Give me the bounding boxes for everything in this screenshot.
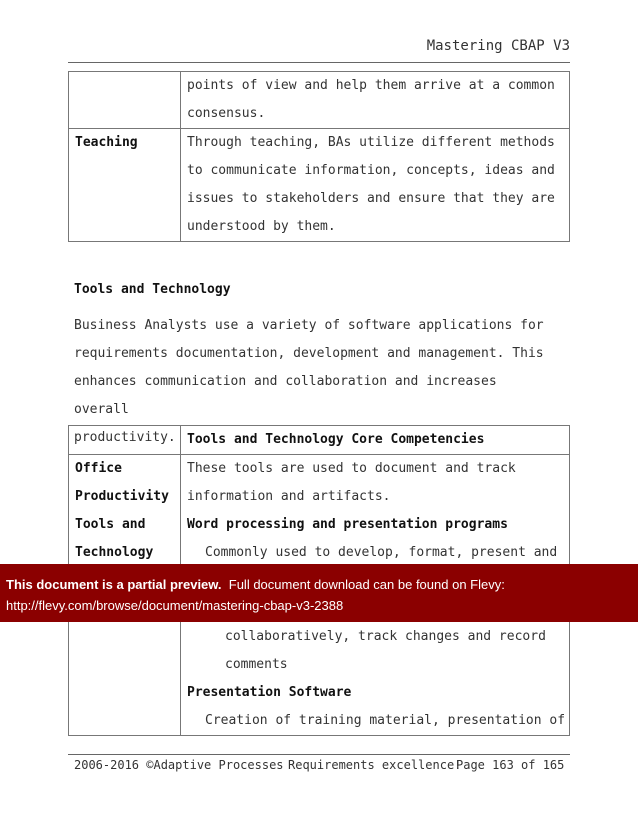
table-row [69,129,570,242]
text-line: requirements documentation, development and management. This [74,346,544,361]
text-line: issues to stakeholders and ensure that they are [187,191,555,206]
subheading: Presentation Software [187,685,352,700]
text-line: collaboratively, track changes and record [225,629,546,644]
table-cell-empty [69,72,181,129]
banner-message [6,577,505,592]
banner-link[interactable]: http://flevy.com/browse/document/mastering-cbap-v3-2388 [6,598,344,613]
term-line: Technology [75,545,154,560]
footer-page-number: Page 163 of 165 [456,758,565,772]
subheading: Word processing and presentation programs [187,517,508,532]
running-header: Mastering CBAP V3 [426,38,570,54]
table-cell-empty [69,426,181,455]
table-cell-description [181,72,570,129]
text-line: points of view and help them arrive at a common [187,78,555,93]
preview-banner [0,564,638,622]
text-line: comments [225,657,288,672]
text-line: understood by them. [187,219,336,234]
competency-table-continued [68,71,570,242]
footer-copyright: 2006-2016 ©Adaptive Processes [74,758,284,772]
term-line: Office [75,461,122,476]
text-line: Through teaching, BAs utilize different methods [187,135,555,150]
table-cell-term: Teaching [69,129,181,242]
text-line: enhances communication and collaboration and increases overall [74,374,497,417]
header-rule [68,62,570,63]
table-header-row [69,426,570,455]
term-line: Tools and [75,517,146,532]
footer-rule [68,754,570,755]
text-line: to communicate information, concepts, ideas and [187,163,555,178]
term-line: Productivity [75,489,169,504]
text-line: Business Analysts use a variety of software applications for [74,318,544,333]
footer-tagline: Requirements excellence! [288,758,462,772]
text-line: Commonly used to develop, format, present and [205,545,558,560]
text-line: information and artifacts. [187,489,391,504]
text-line: consensus. [187,106,266,121]
table-row [69,72,570,129]
banner-bold-text: This document is a partial preview. [6,577,222,592]
text-line: productivity. [74,430,176,445]
banner-text: Full document download can be found on Flevy: [228,577,505,592]
text-line: These tools are used to document and track [187,461,516,476]
text-line: Creation of training material, presentation of [205,713,566,728]
table-cell-description [181,129,570,242]
section-heading: Tools and Technology [74,282,231,297]
table-header: Tools and Technology Core Competencies [181,426,570,455]
